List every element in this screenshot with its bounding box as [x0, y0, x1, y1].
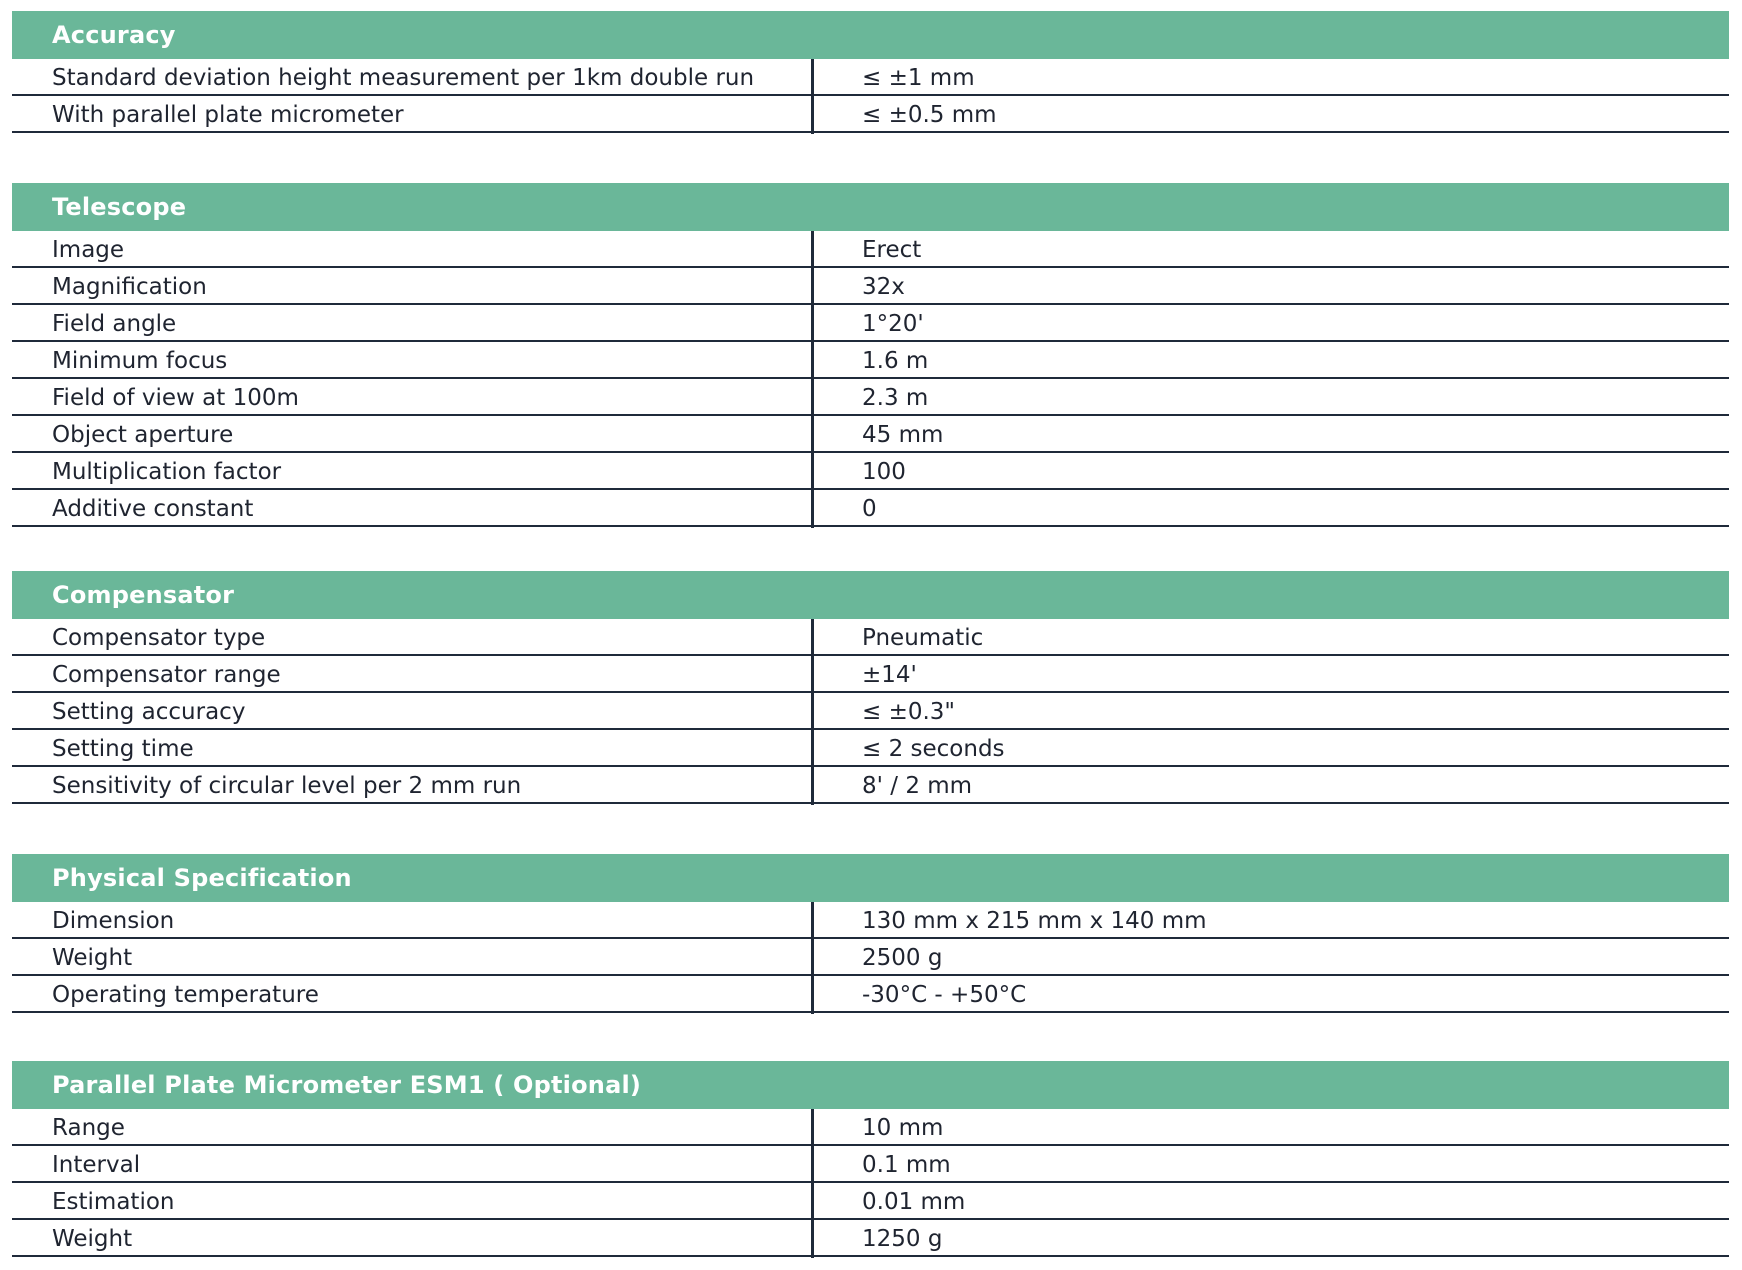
column-divider [811, 902, 814, 940]
column-divider [811, 1109, 814, 1147]
row-label: Operating temperature [52, 982, 319, 1008]
row-label: Image [52, 237, 125, 263]
row-label: Sensitivity of circular level per 2 mm run [52, 773, 522, 799]
row-label: Range [52, 1115, 125, 1141]
column-divider [811, 453, 814, 491]
row-label: Field angle [52, 311, 177, 337]
row-label: Weight [52, 945, 133, 971]
column-divider [811, 939, 814, 977]
row-value: 1250 g [862, 1226, 943, 1252]
section-compensator [12, 571, 1729, 804]
row-label: Setting time [52, 736, 194, 762]
table-row [12, 693, 1729, 730]
row-label: Interval [52, 1152, 141, 1178]
column-divider [811, 268, 814, 306]
row-value: 32x [862, 274, 905, 300]
section-title: Accuracy [12, 11, 1729, 59]
table-row [12, 902, 1729, 939]
row-value: 1°20' [862, 311, 924, 337]
row-label: Setting accuracy [52, 699, 246, 725]
row-value: 0.1 mm [862, 1152, 951, 1178]
column-divider [811, 379, 814, 417]
row-label: Estimation [52, 1189, 175, 1215]
row-value: 8' / 2 mm [862, 773, 973, 799]
table-row [12, 976, 1729, 1013]
column-divider [811, 1220, 814, 1258]
row-value: 2.3 m [862, 385, 929, 411]
row-label: Field of view at 100m [52, 385, 299, 411]
section-title: Telescope [12, 183, 1729, 231]
row-value: 100 [862, 459, 906, 485]
section-parallel-plate-micrometer [12, 1061, 1729, 1257]
row-label: Minimum focus [52, 348, 228, 374]
row-label: Compensator type [52, 625, 266, 651]
row-value: -30°C - +50°C [862, 982, 1027, 1008]
row-label: Dimension [52, 908, 175, 934]
column-divider [811, 976, 814, 1014]
table-row [12, 342, 1729, 379]
row-label: Magnification [52, 274, 207, 300]
section-telescope [12, 183, 1729, 527]
section-title: Compensator [12, 571, 1729, 619]
section-accuracy [12, 11, 1729, 133]
column-divider [811, 490, 814, 528]
column-divider [811, 693, 814, 731]
section-physical-specification [12, 854, 1729, 1013]
row-value: 130 mm x 215 mm x 140 mm [862, 908, 1207, 934]
row-value: 0 [862, 496, 877, 522]
column-divider [811, 59, 814, 97]
table-row [12, 1220, 1729, 1257]
row-value: 1.6 m [862, 348, 929, 374]
table-row [12, 619, 1729, 656]
row-label: Additive constant [52, 496, 254, 522]
row-value: ≤ ±0.3" [862, 699, 956, 725]
row-value: Pneumatic [862, 625, 984, 651]
column-divider [811, 342, 814, 380]
column-divider [811, 767, 814, 805]
table-row [12, 1109, 1729, 1146]
row-label: Compensator range [52, 662, 281, 688]
row-label: With parallel plate micrometer [52, 102, 404, 128]
column-divider [811, 231, 814, 269]
row-value: ≤ 2 seconds [862, 736, 1005, 762]
column-divider [811, 1146, 814, 1184]
table-row [12, 656, 1729, 693]
row-label: Weight [52, 1226, 133, 1252]
row-value: ≤ ±1 mm [862, 65, 975, 91]
row-value: 0.01 mm [862, 1189, 966, 1215]
table-row [12, 730, 1729, 767]
table-row [12, 379, 1729, 416]
column-divider [811, 730, 814, 768]
row-value: 2500 g [862, 945, 943, 971]
table-row [12, 490, 1729, 527]
table-row [12, 767, 1729, 804]
row-value: 45 mm [862, 422, 944, 448]
row-value: Erect [862, 237, 922, 263]
table-row [12, 96, 1729, 133]
column-divider [811, 416, 814, 454]
row-value: ≤ ±0.5 mm [862, 102, 997, 128]
column-divider [811, 619, 814, 657]
section-title: Parallel Plate Micrometer ESM1 ( Optional) [12, 1061, 1729, 1109]
table-row [12, 59, 1729, 96]
row-value: ±14' [862, 662, 917, 688]
table-row [12, 231, 1729, 268]
column-divider [811, 656, 814, 694]
column-divider [811, 96, 814, 134]
column-divider [811, 305, 814, 343]
table-row [12, 1146, 1729, 1183]
row-label: Multiplication factor [52, 459, 282, 485]
table-row [12, 305, 1729, 342]
table-row [12, 416, 1729, 453]
column-divider [811, 1183, 814, 1221]
table-row [12, 939, 1729, 976]
table-row [12, 1183, 1729, 1220]
table-row [12, 453, 1729, 490]
section-title: Physical Specification [12, 854, 1729, 902]
row-label: Standard deviation height measurement per 1km double run [52, 65, 755, 91]
row-label: Object aperture [52, 422, 234, 448]
table-row [12, 268, 1729, 305]
row-value: 10 mm [862, 1115, 944, 1141]
